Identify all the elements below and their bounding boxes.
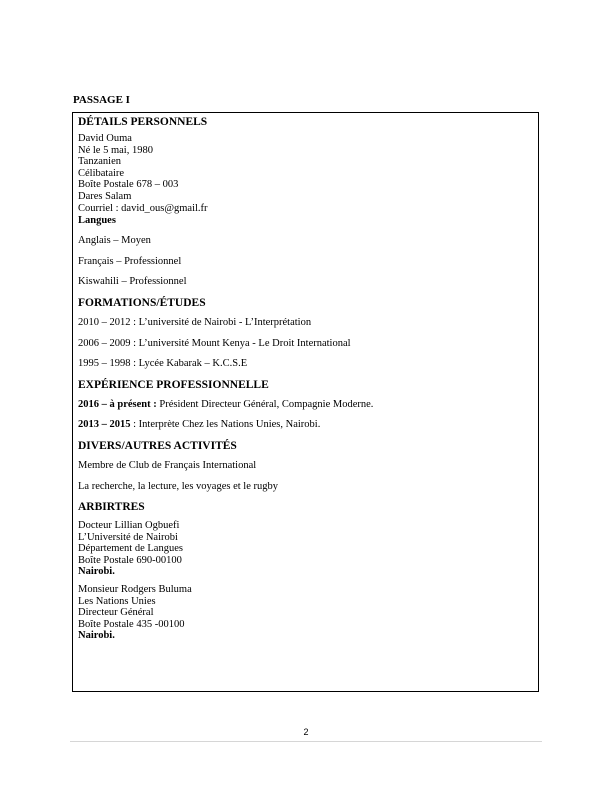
referee-line: L’Université de Nairobi: [78, 531, 178, 543]
referee-line: Boîte Postale 435 -00100: [78, 618, 185, 630]
personal-line: Courriel : david_ous@gmail.fr: [78, 202, 208, 214]
referee-line: Directeur Général: [78, 607, 154, 619]
experience-text: Président Directeur Général, Compagnie Moderne.: [156, 398, 374, 410]
activity-item: La recherche, la lecture, les voyages et le rugby: [78, 480, 278, 492]
referee-block: [78, 520, 533, 578]
cv-box: [72, 112, 539, 692]
education-heading: FORMATIONS/ÉTUDES: [78, 296, 206, 309]
languages-heading: Langues: [78, 215, 116, 227]
personal-line: Dares Salam: [78, 190, 132, 202]
personal-line: David Ouma: [78, 133, 132, 144]
activities-heading: DIVERS/AUTRES ACTIVITÉS: [78, 439, 237, 452]
referees-heading: ARBIRTRES: [78, 501, 145, 514]
personal-line: Tanzanien: [78, 156, 121, 168]
footer-divider: [70, 741, 542, 742]
page-number: 2: [303, 727, 309, 737]
referee-block: [78, 584, 533, 642]
education-item: 2010 – 2012 : L’université de Nairobi - L’Interprétation: [78, 316, 312, 328]
language-item: Anglais – Moyen: [78, 235, 151, 247]
experience-item: [78, 398, 533, 411]
passage-title: PASSAGE I: [73, 94, 130, 106]
referee-line: Les Nations Unies: [78, 595, 156, 607]
referee-city: Nairobi.: [78, 566, 115, 578]
personal-details-heading: DÉTAILS PERSONNELS: [78, 116, 208, 128]
experience-heading: EXPÉRIENCE PROFESSIONNELLE: [78, 378, 269, 391]
activity-item: Membre de Club de Français International: [78, 459, 257, 471]
education-item: 2006 – 2009 : L’université Mount Kenya - Le Droit International: [78, 337, 351, 349]
experience-period: 2016 – à présent :: [78, 398, 157, 410]
referee-line: Boîte Postale 690-00100: [78, 554, 182, 566]
experience-text: : Interprète Chez les Nations Unies, Nairobi.: [130, 419, 321, 431]
referee-line: Département de Langues: [78, 543, 183, 555]
education-item: 1995 – 1998 : Lycée Kabarak – K.C.S.E: [78, 358, 248, 370]
personal-details: [78, 133, 533, 214]
experience-item: [78, 418, 533, 431]
personal-line: Boîte Postale 678 – 003: [78, 179, 179, 191]
language-item: Français – Professionnel: [78, 255, 182, 267]
experience-period: 2013 – 2015: [78, 419, 131, 431]
referee-line: Monsieur Rodgers Buluma: [78, 584, 192, 596]
personal-line: Né le 5 mai, 1980: [78, 144, 153, 156]
language-item: Kiswahili – Professionnel: [78, 276, 187, 288]
personal-line: Célibataire: [78, 167, 125, 179]
referee-city: Nairobi.: [78, 630, 115, 642]
referee-line: Docteur Lillian Ogbuefi: [78, 520, 180, 532]
